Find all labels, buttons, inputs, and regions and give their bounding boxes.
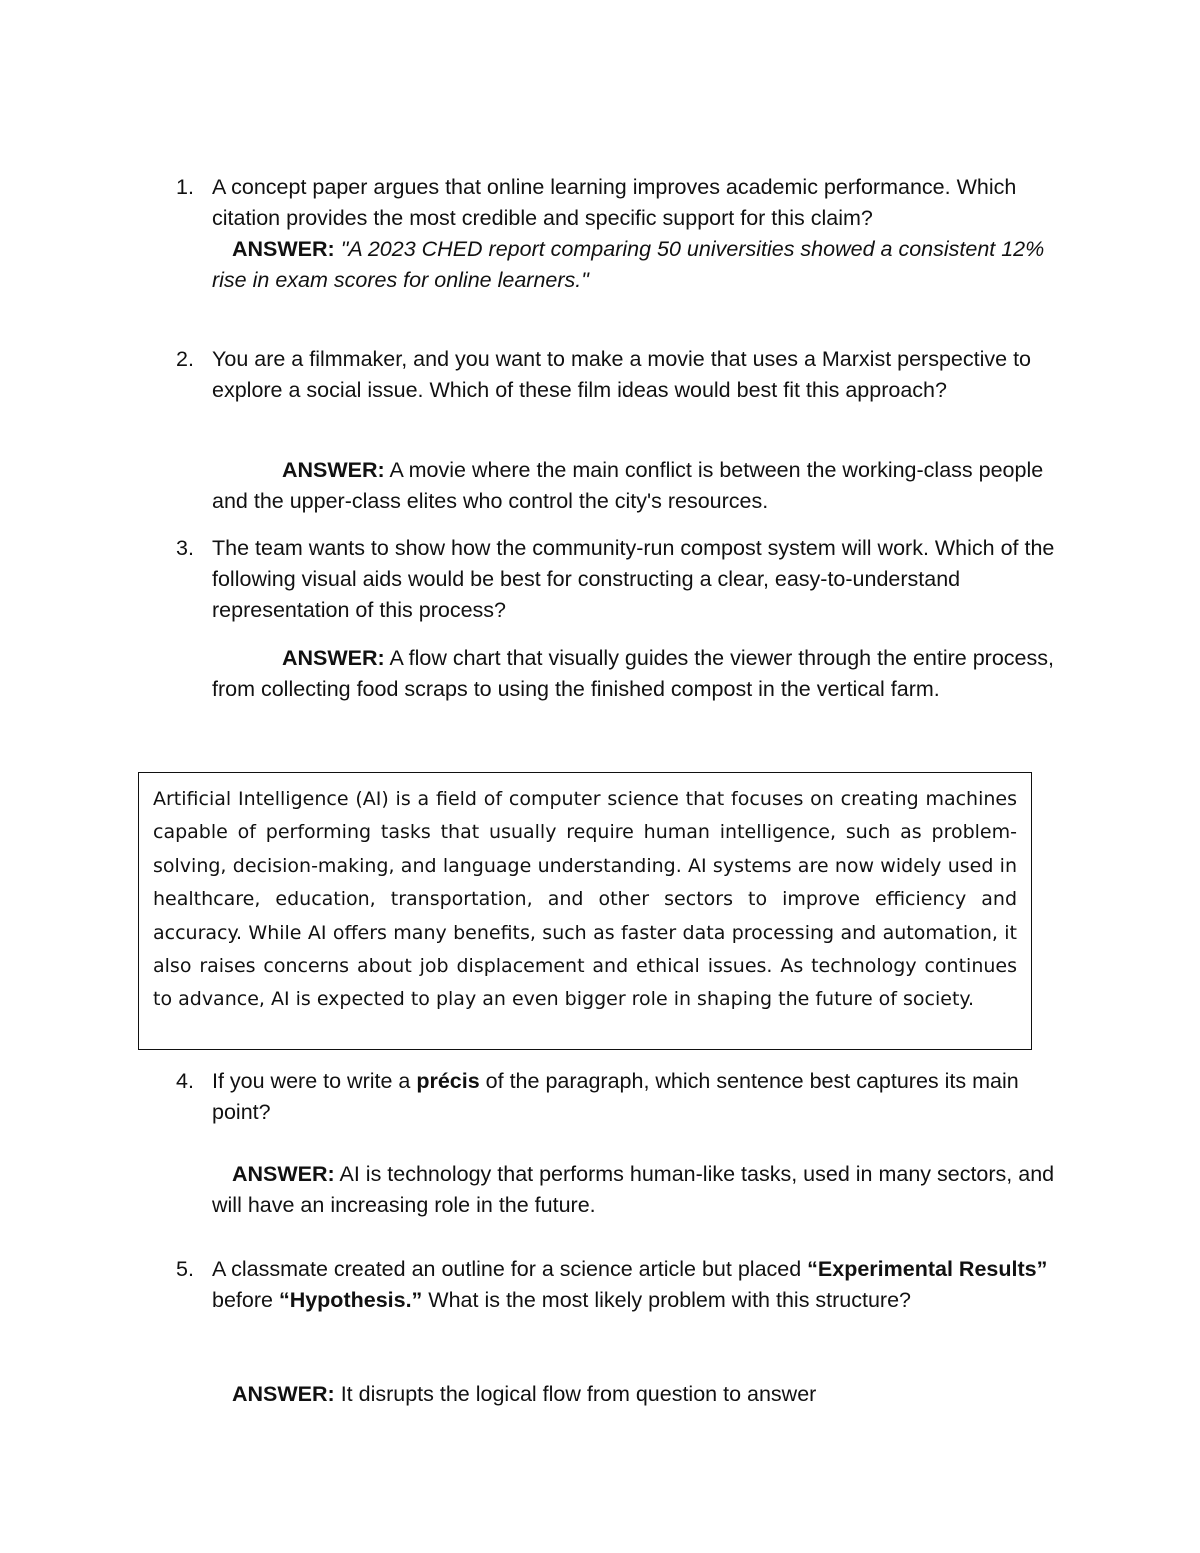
question-2 [176, 344, 1072, 406]
question-1 [176, 172, 1072, 234]
question-bold-term: “Hypothesis.” [278, 1288, 423, 1312]
answer-3 [212, 643, 1072, 705]
question-5 [176, 1254, 1072, 1316]
answer-label: ANSWER: [232, 1382, 335, 1406]
question-number: 3. [176, 536, 194, 560]
answer-5 [212, 1379, 1072, 1410]
answer-1 [212, 234, 1072, 296]
question-bold-term: “Experimental Results” [807, 1257, 1048, 1281]
answer-4 [212, 1159, 1072, 1221]
answer-label: ANSWER: [282, 646, 385, 670]
question-text: before [212, 1288, 279, 1312]
answer-label: ANSWER: [282, 458, 385, 482]
question-bold-term: précis [416, 1069, 480, 1093]
answer-text: A movie where the main conflict is between the working-class people and the upper-class elites who control the city's resources. [212, 458, 1044, 513]
question-text: of the paragraph, which sentence best captures its main point? [212, 1069, 1019, 1124]
question-text: What is the most likely problem with this structure? [422, 1288, 912, 1312]
answer-text: "A 2023 CHED report comparing 50 universities showed a consistent 12% rise in exam scores for online learners." [212, 237, 1045, 292]
question-text: You are a filmmaker, and you want to make a movie that uses a Marxist perspective to explore a social issue. Which of these film ideas would best fit this approach? [212, 347, 1031, 402]
question-number: 4. [176, 1069, 194, 1093]
question-3 [176, 533, 1072, 626]
question-text: A classmate created an outline for a science article but placed [212, 1257, 808, 1281]
answer-label: ANSWER: [232, 1162, 335, 1186]
question-text: The team wants to show how the community-run compost system will work. Which of the following visual aids would be best for constructing a clear, easy-to-understand representation of this process? [212, 536, 1055, 622]
question-number: 2. [176, 347, 194, 371]
question-text: A concept paper argues that online learning improves academic performance. Which citation provides the most credible and specific support for this claim? [212, 175, 1017, 230]
answer-label: ANSWER: [232, 237, 335, 261]
answer-text: It disrupts the logical flow from question to answer [334, 1382, 817, 1406]
question-number: 1. [176, 175, 194, 199]
question-text: If you were to write a [212, 1069, 417, 1093]
passage-text: Artificial Intelligence (AI) is a field of computer science that focuses on creating machines capable of performing tasks that usually require human intelligence, such as problem-solving, decision-making, and language understanding. AI systems are now widely used in healthcare, education, transportation, and other sectors to improve efficiency and accuracy. While AI offers many benefits, such as faster data processing and automation, it also raises concerns about job displacement and ethical issues. As technology continues to advance, AI is expected to play an even bigger role in shaping the future of society. [153, 788, 1017, 1011]
answer-text: AI is technology that performs human-like tasks, used in many sectors, and will have an increasing role in the future. [212, 1162, 1055, 1217]
answer-text: A flow chart that visually guides the viewer through the entire process, from collecting food scraps to using the finished compost in the vertical farm. [212, 646, 1054, 701]
answer-2 [212, 455, 1072, 517]
question-number: 5. [176, 1257, 194, 1281]
passage-box [138, 772, 1032, 1050]
question-4 [176, 1066, 1072, 1128]
